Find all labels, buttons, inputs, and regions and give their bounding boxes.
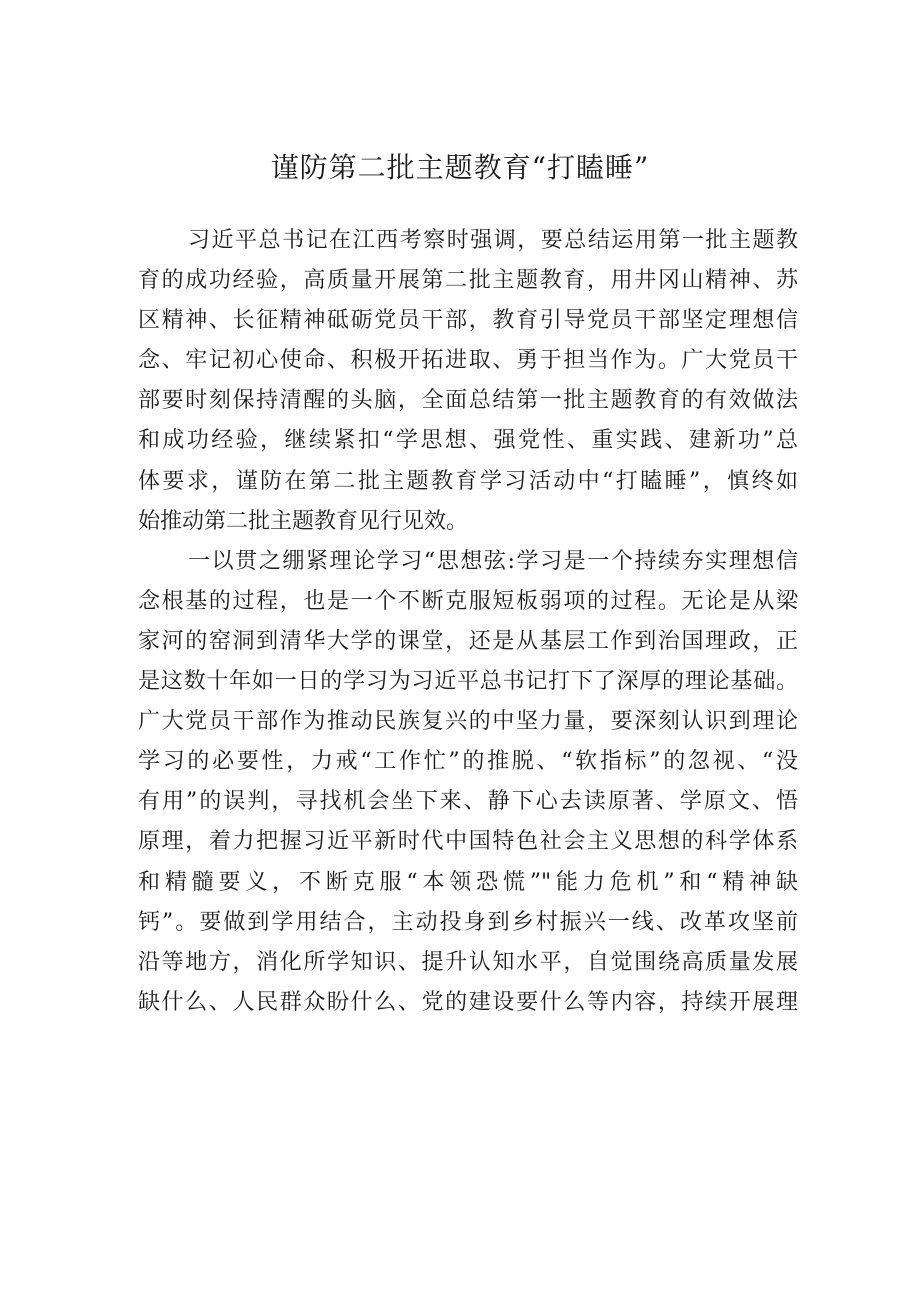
- text-line: 和成功经验，继续紧扣“学思想、强党性、重实践、建新功”总: [138, 428, 798, 454]
- text-line: 和精髓要义，不断克服“本领恐慌”"能力危机”和“精神缺: [138, 869, 798, 895]
- text-line: 念、牢记初心使命、积极开拓进取、勇于担当作为。广大党员干: [138, 348, 798, 374]
- text-line: 习近平总书记在江西考察时强调，要总结运用第一批主题教: [188, 228, 798, 253]
- text-line: 一以贯之绷紧理论学习“思想弦:学习是一个持续夯实理想信: [188, 548, 798, 574]
- text-line: 广大党员干部作为推动民族复兴的中坚力量，要深刻认识到理论: [138, 709, 798, 735]
- text-line: 是这数十年如一日的学习为习近平总书记打下了深厚的理论基础。: [138, 669, 798, 695]
- document-body: [138, 221, 798, 1023]
- text-line: 始推动第二批主题教育见行见效。: [138, 508, 469, 534]
- text-line: 学习的必要性，力戒“工作忙”的推脱、“软指标”的忽视、“没: [138, 749, 798, 775]
- text-line: 原理，着力把握习近平新时代中国特色社会主义思想的科学体系: [138, 829, 798, 855]
- text-line: 区精神、长征精神砥砺党员干部，教育引导党员干部坚定理想信: [138, 308, 798, 334]
- document-title: 谨防第二批主题教育“打瞌睡”: [270, 151, 650, 184]
- text-line: 缺什么、人民群众盼什么、党的建设要什么等内容，持续开展理: [138, 989, 798, 1015]
- paragraph-2: [138, 542, 798, 1023]
- text-line: 部要时刻保持清醒的头脑，全面总结第一批主题教育的有效做法: [138, 388, 798, 414]
- paragraph-1: [138, 221, 798, 542]
- text-line: 家河的窑洞到清华大学的课堂，还是从基层工作到治国理政，正: [138, 628, 798, 654]
- text-line: 钙”。要做到学用结合，主动投身到乡村振兴一线、改革攻坚前: [138, 909, 798, 935]
- text-line: 沿等地方，消化所学知识、提升认知水平，自觉围绕高质量发展: [138, 949, 798, 975]
- text-line: 育的成功经验，高质量开展第二批主题教育，用井冈山精神、苏: [138, 268, 798, 294]
- text-line: 体要求，谨防在第二批主题教育学习活动中“打瞌睡”，慎终如: [138, 468, 798, 494]
- text-line: 有用”的误判，寻找机会坐下来、静下心去读原著、学原文、悟: [138, 789, 798, 815]
- text-line: 念根基的过程，也是一个不断克服短板弱项的过程。无论是从梁: [138, 588, 798, 614]
